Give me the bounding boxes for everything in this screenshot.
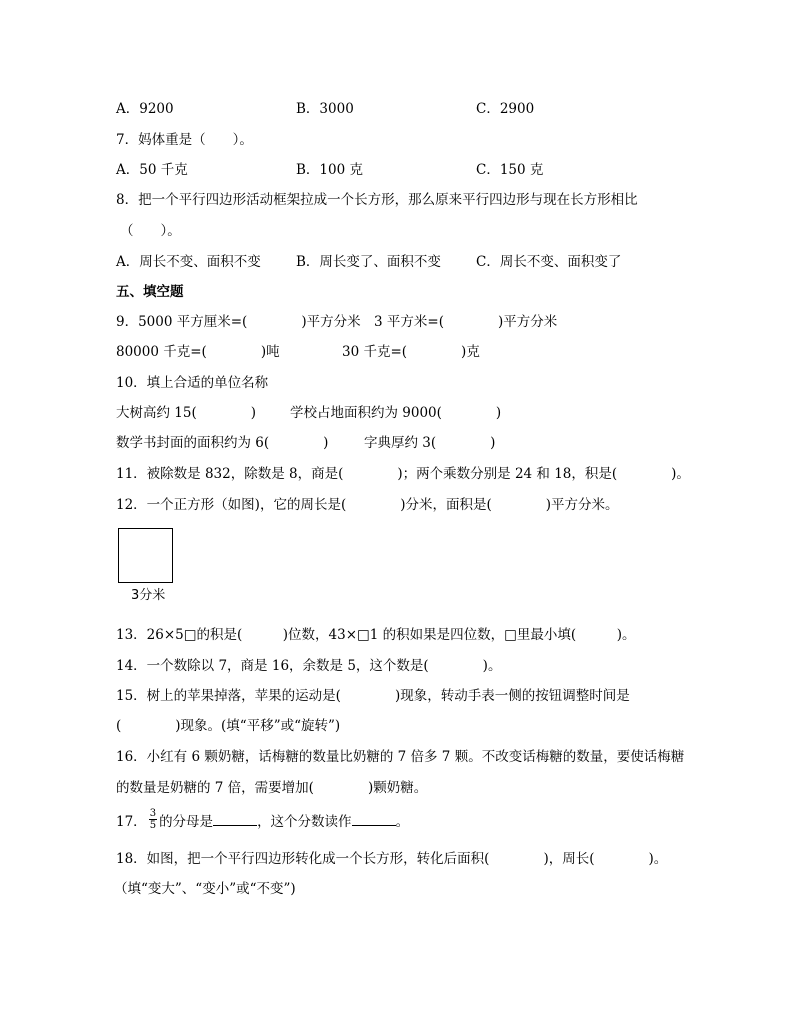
q10-part2: 学校占地面积约为 9000( ): [290, 405, 502, 421]
q17-fraction: [149, 808, 157, 831]
q16-line1: 16．小红有 6 颗奶糖，话梅糖的数量比奶糖的 7 倍多 7 颗。不改变话梅糖的数量，要使话梅糖: [116, 749, 685, 765]
q8-option-c: C．周长不变、面积变了: [476, 254, 622, 270]
q6-option-c: C．2900: [476, 101, 535, 117]
q17-blank-1: [213, 813, 257, 826]
q11-text: 11．被除数是 832，除数是 8，商是( )；两个乘数分别是 24 和 18，积是( )。: [116, 466, 690, 482]
q17-text: [116, 808, 410, 831]
q12-square-figure: [118, 528, 173, 583]
q7-option-a: A．50 千克: [116, 162, 188, 178]
q17-mid2: ，这个分数读作: [257, 814, 352, 830]
q14-text: 14．一个数除以 7，商是 16，余数是 5，这个数是( )。: [116, 658, 502, 674]
q9-part2: 3 平方米=( )平方分米: [374, 314, 558, 330]
q8-stem-cont: （ ）。: [120, 223, 181, 239]
q8-option-a: A．周长不变、面积不变: [116, 254, 261, 270]
q8-option-b: B．周长变了、面积不变: [296, 254, 441, 270]
section-title: 五、填空题: [116, 284, 184, 300]
q7-option-b: B．100 克: [296, 162, 363, 178]
q10-part4: 字典厚约 3( ): [364, 435, 496, 451]
q18-line1: 18．如图，把一个平行四边形转化成一个长方形，转化后面积( )，周长( )。: [116, 851, 668, 867]
q6-option-a: A．9200: [116, 101, 174, 117]
q7-stem: 7．妈体重是（ ）。: [116, 132, 253, 148]
q9-part1: 9．5000 平方厘米=( )平方分米: [116, 314, 361, 330]
q9-part4: 30 千克=( )克: [342, 344, 480, 360]
q10-part1: 大树高约 15( ): [116, 405, 257, 421]
q8-stem: 8．把一个平行四边形活动框架拉成一个长方形，那么原来平行四边形与现在长方形相比: [116, 192, 638, 208]
q17-mid: 的分母是: [159, 814, 214, 830]
q15-line2: ( )现象。(填“平移”或“旋转”): [116, 718, 341, 734]
q9-part3: 80000 千克=( )吨: [116, 344, 280, 360]
q12-text: 12．一个正方形（如图)，它的周长是( )分米，面积是( )平方分米。: [116, 497, 619, 513]
q12-figure-label: 3分米: [131, 588, 166, 603]
q15-line1: 15．树上的苹果掉落，苹果的运动是( )现象，转动手表一侧的按钮调整时间是: [116, 688, 630, 704]
q13-text: 13．26×5□的积是( )位数，43×□1 的积如果是四位数，□里最小填( )。: [116, 627, 636, 643]
q17-prefix: 17．: [116, 814, 147, 830]
q10-part3: 数学书封面的面积约为 6( ): [116, 435, 329, 451]
q6-option-b: B．3000: [296, 101, 354, 117]
q17-numerator: 3: [149, 808, 157, 819]
q16-line2: 的数量是奶糖的 7 倍，需要增加( )颗奶糖。: [116, 780, 428, 796]
q10-stem: 10．填上合适的单位名称: [116, 375, 269, 391]
q17-suffix: 。: [395, 814, 410, 830]
q17-denominator: 5: [149, 820, 157, 831]
q18-line2: （填“变大”、“变小”或“不变”): [114, 881, 296, 897]
q7-option-c: C．150 克: [476, 162, 544, 178]
q17-blank-2: [352, 813, 396, 826]
